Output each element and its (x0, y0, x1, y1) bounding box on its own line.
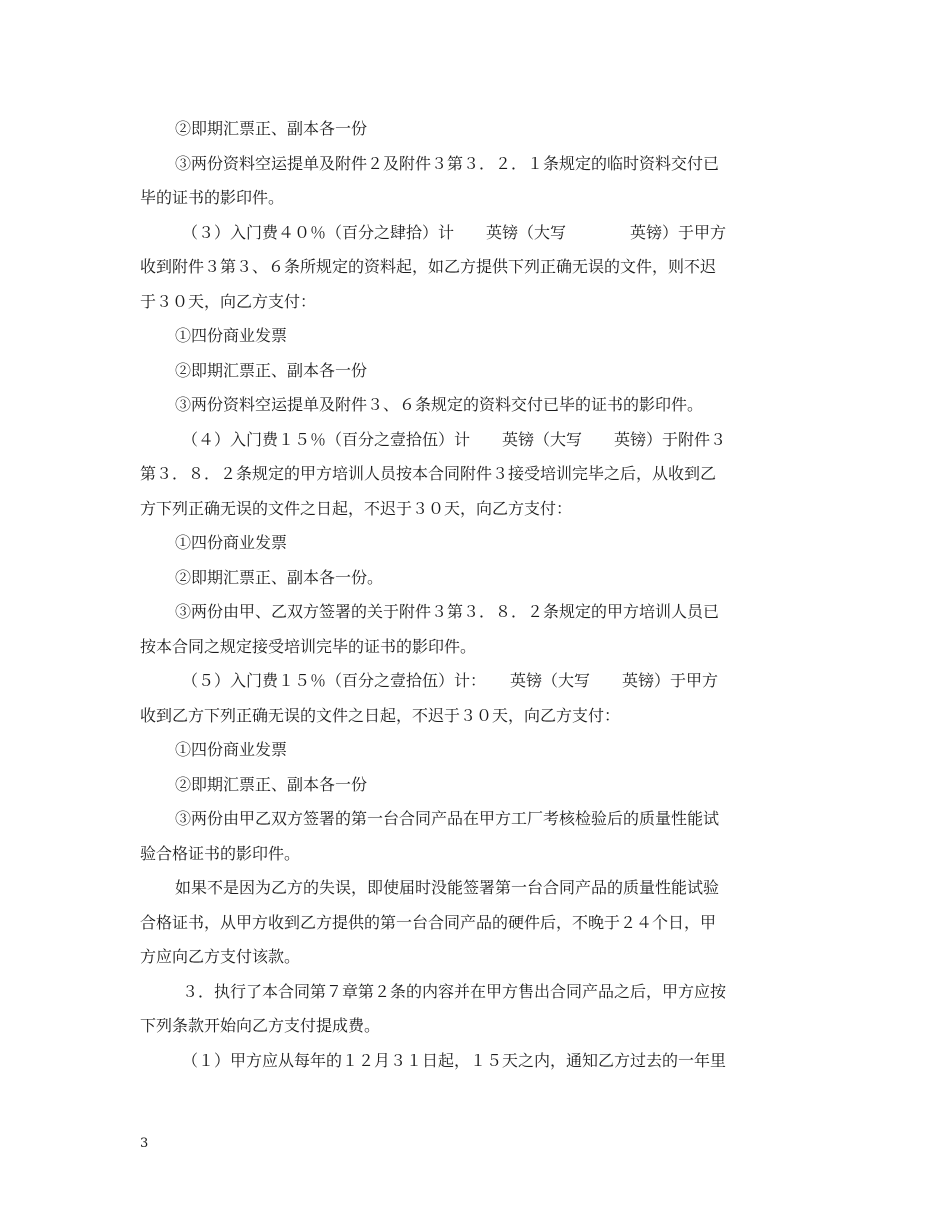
text-line: ①四份商业发票 (175, 533, 288, 552)
text-line: 第３．８．２条规定的甲方培训人员按本合同附件３接受培训完毕之后，从收到乙 (140, 464, 717, 483)
text-line: 方下列正确无误的文件之日起，不迟于３０天，向乙方支付： (140, 498, 573, 518)
page-number: 3 (140, 1136, 149, 1151)
text-line: 于３０天，向乙方支付： (140, 291, 317, 311)
text-line: 如果不是因为乙方的失误，即使届时没能签署第一台合同产品的质量性能试验 (175, 878, 720, 897)
text-line: 按本合同之规定接受培训完毕的证书的影印件。 (140, 636, 477, 656)
text-line: （３）入门费４０％（百分之肆拾）计 英镑（大写 英镑）于甲方 (182, 222, 727, 242)
text-line: 方应向乙方支付该款。 (140, 947, 301, 966)
text-line: （５）入门费１５％（百分之壹拾伍）计： 英镑（大写 英镑）于甲方 (182, 671, 719, 690)
text-line: ②即期汇票正、副本各一份。 (175, 567, 384, 587)
text-line: 收到乙方下列正确无误的文件之日起，不迟于３０天，向乙方支付： (140, 705, 621, 725)
text-line: ①四份商业发票 (175, 326, 288, 345)
text-line: ②即期汇票正、副本各一份 (175, 119, 368, 138)
document-body (140, 112, 812, 1078)
text-line: ②即期汇票正、副本各一份 (175, 360, 368, 380)
text-line: ③两份由甲、乙双方签署的关于附件３第３．８．２条规定的甲方培训人员已 (175, 602, 720, 621)
text-line: ①四份商业发票 (175, 740, 288, 759)
text-line: ３．执行了本合同第７章第２条的内容并在甲方售出合同产品之后，甲方应按 (182, 981, 727, 1001)
text-line: 收到附件３第３、６条所规定的资料起，如乙方提供下列正确无误的文件，则不迟 (140, 257, 717, 276)
text-line: ③两份资料空运提单及附件２及附件３第３．２．１条规定的临时资料交付已 (175, 153, 720, 173)
text-line: （１）甲方应从每年的１２月３１日起，１５天之内，通知乙方过去的一年里 (182, 1050, 727, 1070)
text-line: 合格证书，从甲方收到乙方提供的第一台合同产品的硬件后，不晚于２４个日，甲 (140, 912, 717, 932)
text-line: 验合格证书的影印件。 (140, 843, 301, 863)
text-line: ③两份资料空运提单及附件３、６条规定的资料交付已毕的证书的影印件。 (175, 395, 704, 414)
text-line: 下列条款开始向乙方支付提成费。 (140, 1016, 381, 1035)
text-line: ③两份由甲乙双方签署的第一台合同产品在甲方工厂考核检验后的质量性能试 (175, 809, 720, 828)
text-line: ②即期汇票正、副本各一份 (175, 774, 368, 794)
text-line: 毕的证书的影印件。 (140, 188, 285, 207)
text-line: （４）入门费１５％（百分之壹拾伍）计 英镑（大写 英镑）于附件３ (182, 429, 727, 449)
